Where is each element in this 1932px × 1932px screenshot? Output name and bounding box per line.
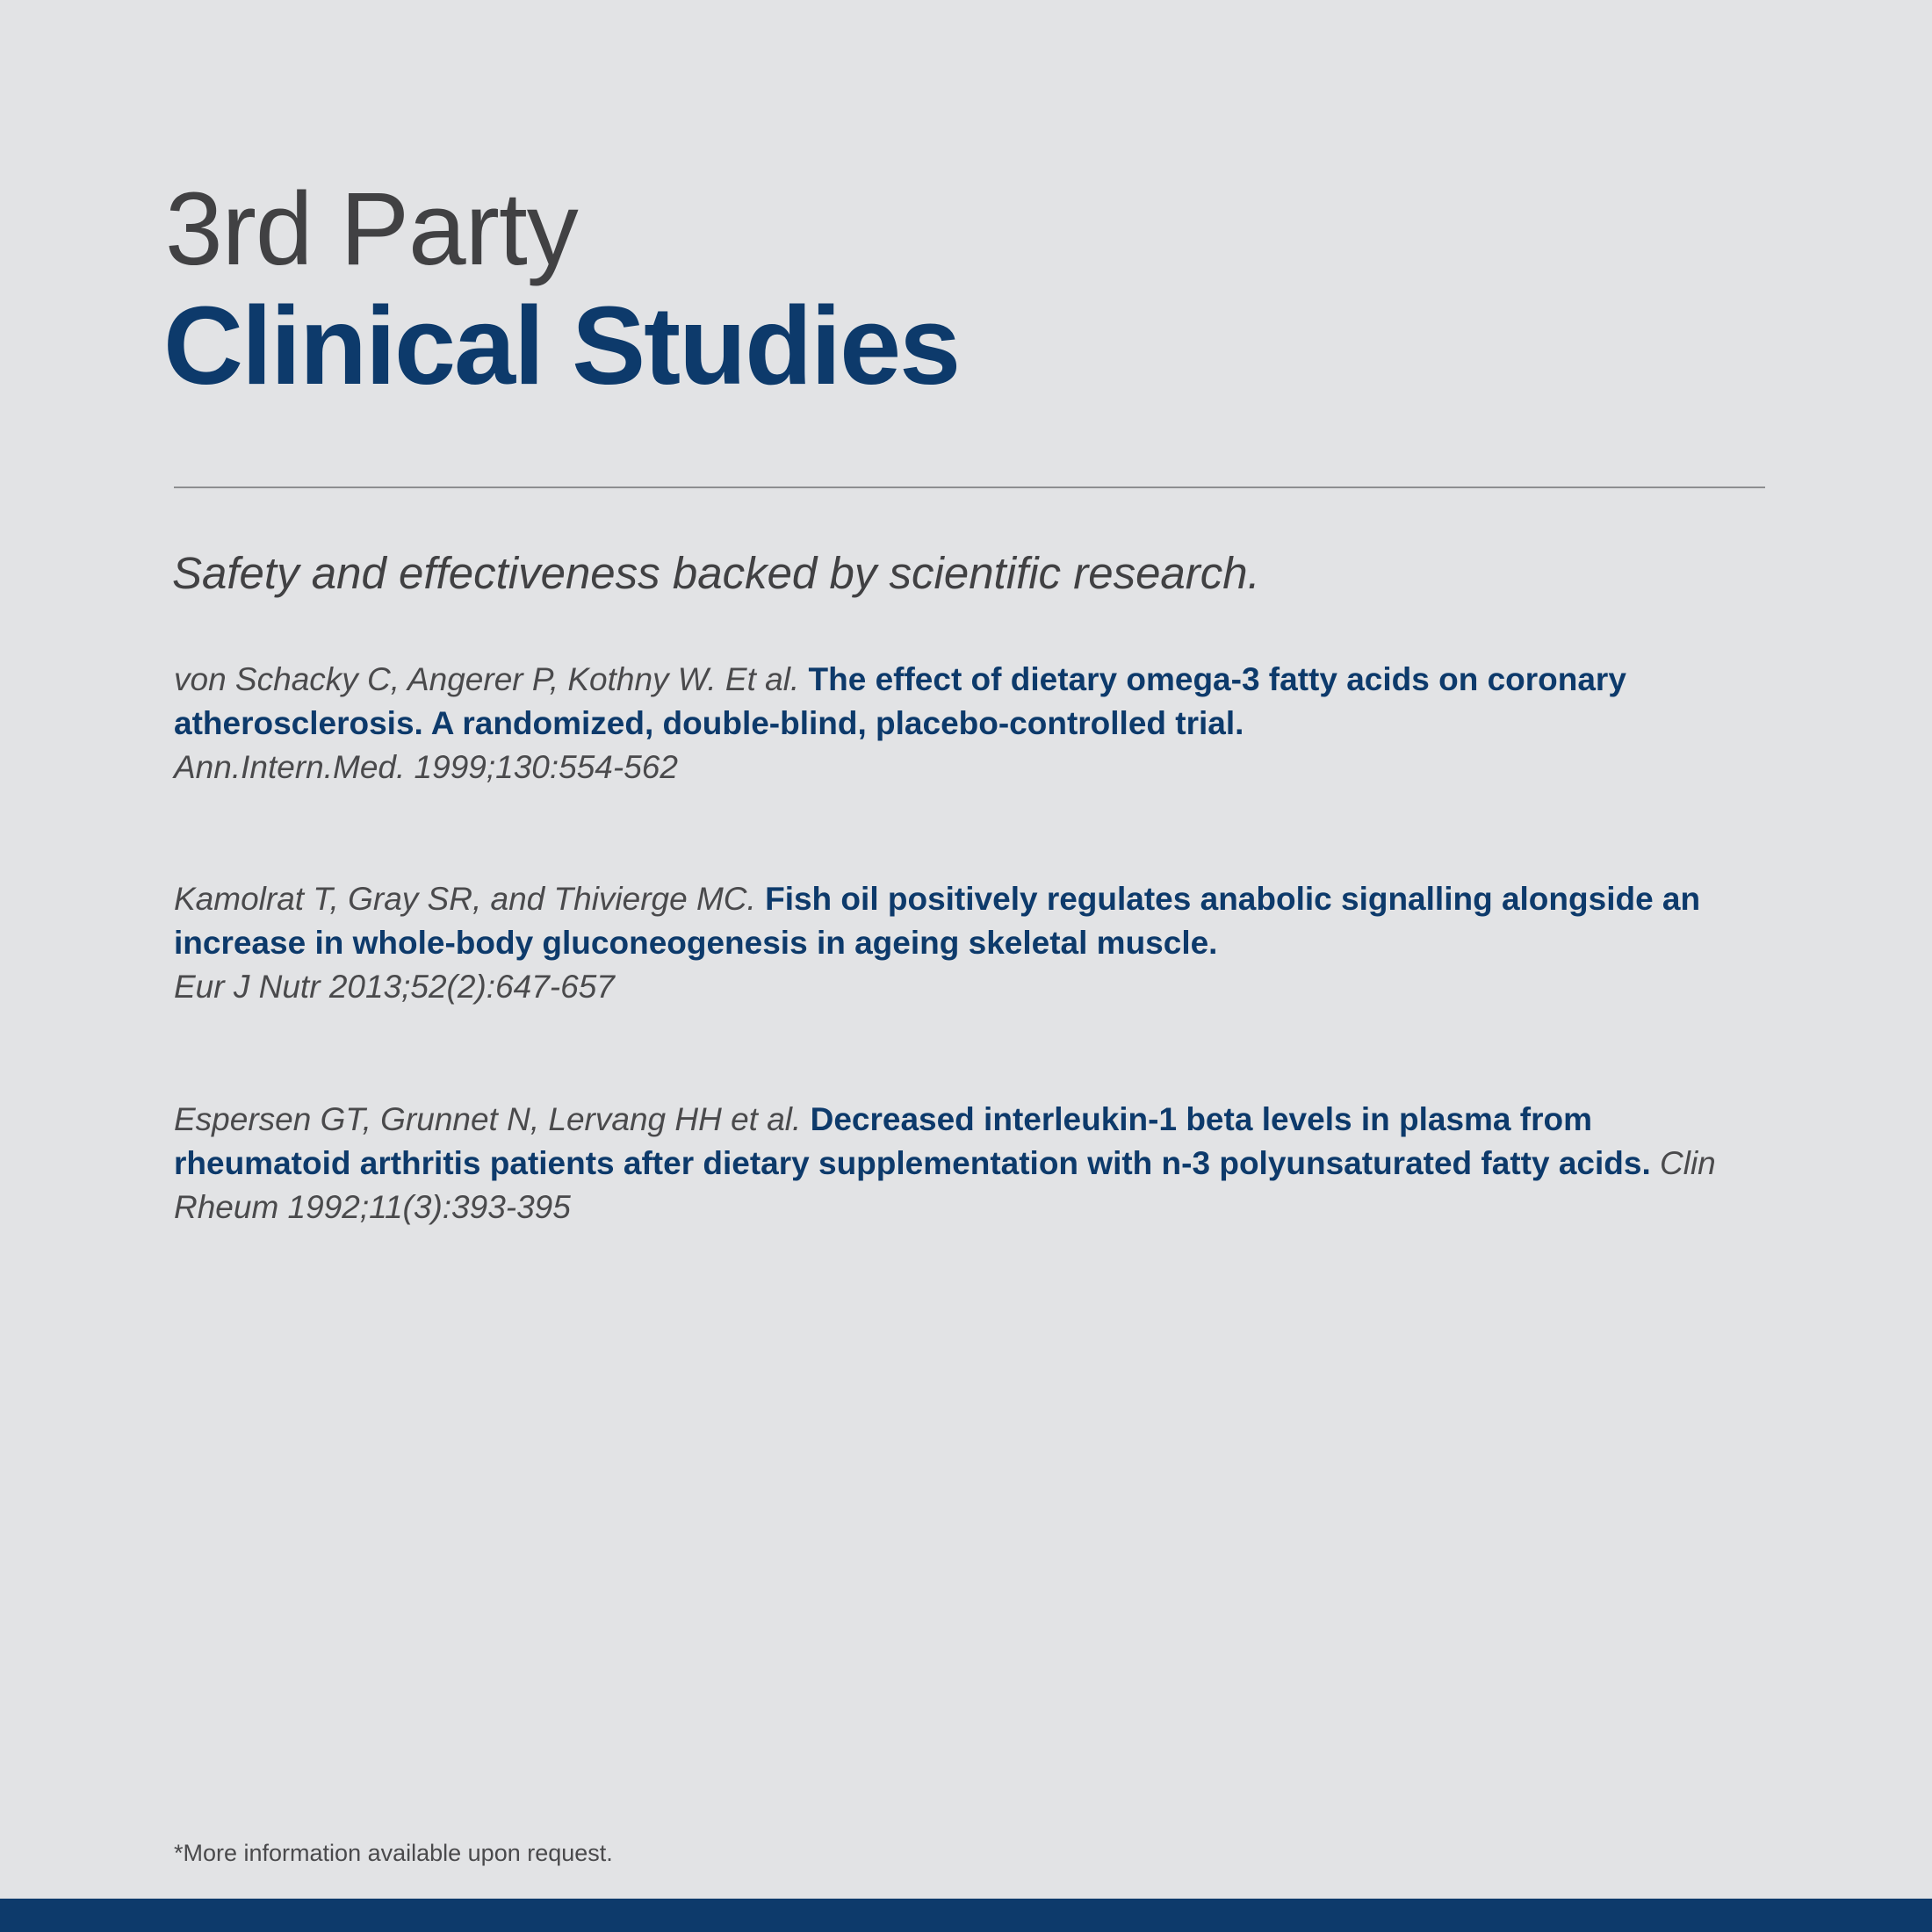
reference-authors: Kamolrat T, Gray SR, and Thivierge MC. — [174, 881, 756, 917]
reference-authors: Espersen GT, Grunnet N, Lervang HH et al. — [174, 1101, 802, 1137]
reference-title: Fish oil positively regulates anabolic signalling alongside an increase in whole-body gluconeogenesis in ageing skeletal muscle. — [174, 881, 1701, 961]
reference-item — [174, 1098, 1719, 1229]
reference-journal: Ann.Intern.Med. 1999;130:554-562 — [174, 749, 678, 785]
tagline: Safety and effectiveness backed by scientific research. — [172, 548, 1260, 598]
page-title-line-2: Clinical Studies — [163, 284, 960, 407]
page-title-line-1: 3rd Party — [165, 171, 578, 287]
footer-bar — [0, 1899, 1932, 1932]
reference-title: The effect of dietary omega-3 fatty acids on coronary atherosclerosis. A randomized, double-blind, placebo-controlled trial. — [174, 661, 1626, 741]
footnote: *More information available upon request. — [174, 1840, 613, 1866]
reference-journal: Eur J Nutr 2013;52(2):647-657 — [174, 969, 615, 1005]
title-divider — [174, 487, 1765, 488]
reference-journal: Clin Rheum 1992;11(3):393-395 — [174, 1145, 1716, 1225]
reference-item — [174, 877, 1719, 1009]
reference-title: Decreased interleukin-1 beta levels in plasma from rheumatoid arthritis patients after dietary supplementation with n-3 polyunsaturated fatty acids. — [174, 1101, 1651, 1181]
reference-item — [174, 658, 1719, 789]
reference-authors: von Schacky C, Angerer P, Kothny W. Et al. — [174, 661, 800, 697]
